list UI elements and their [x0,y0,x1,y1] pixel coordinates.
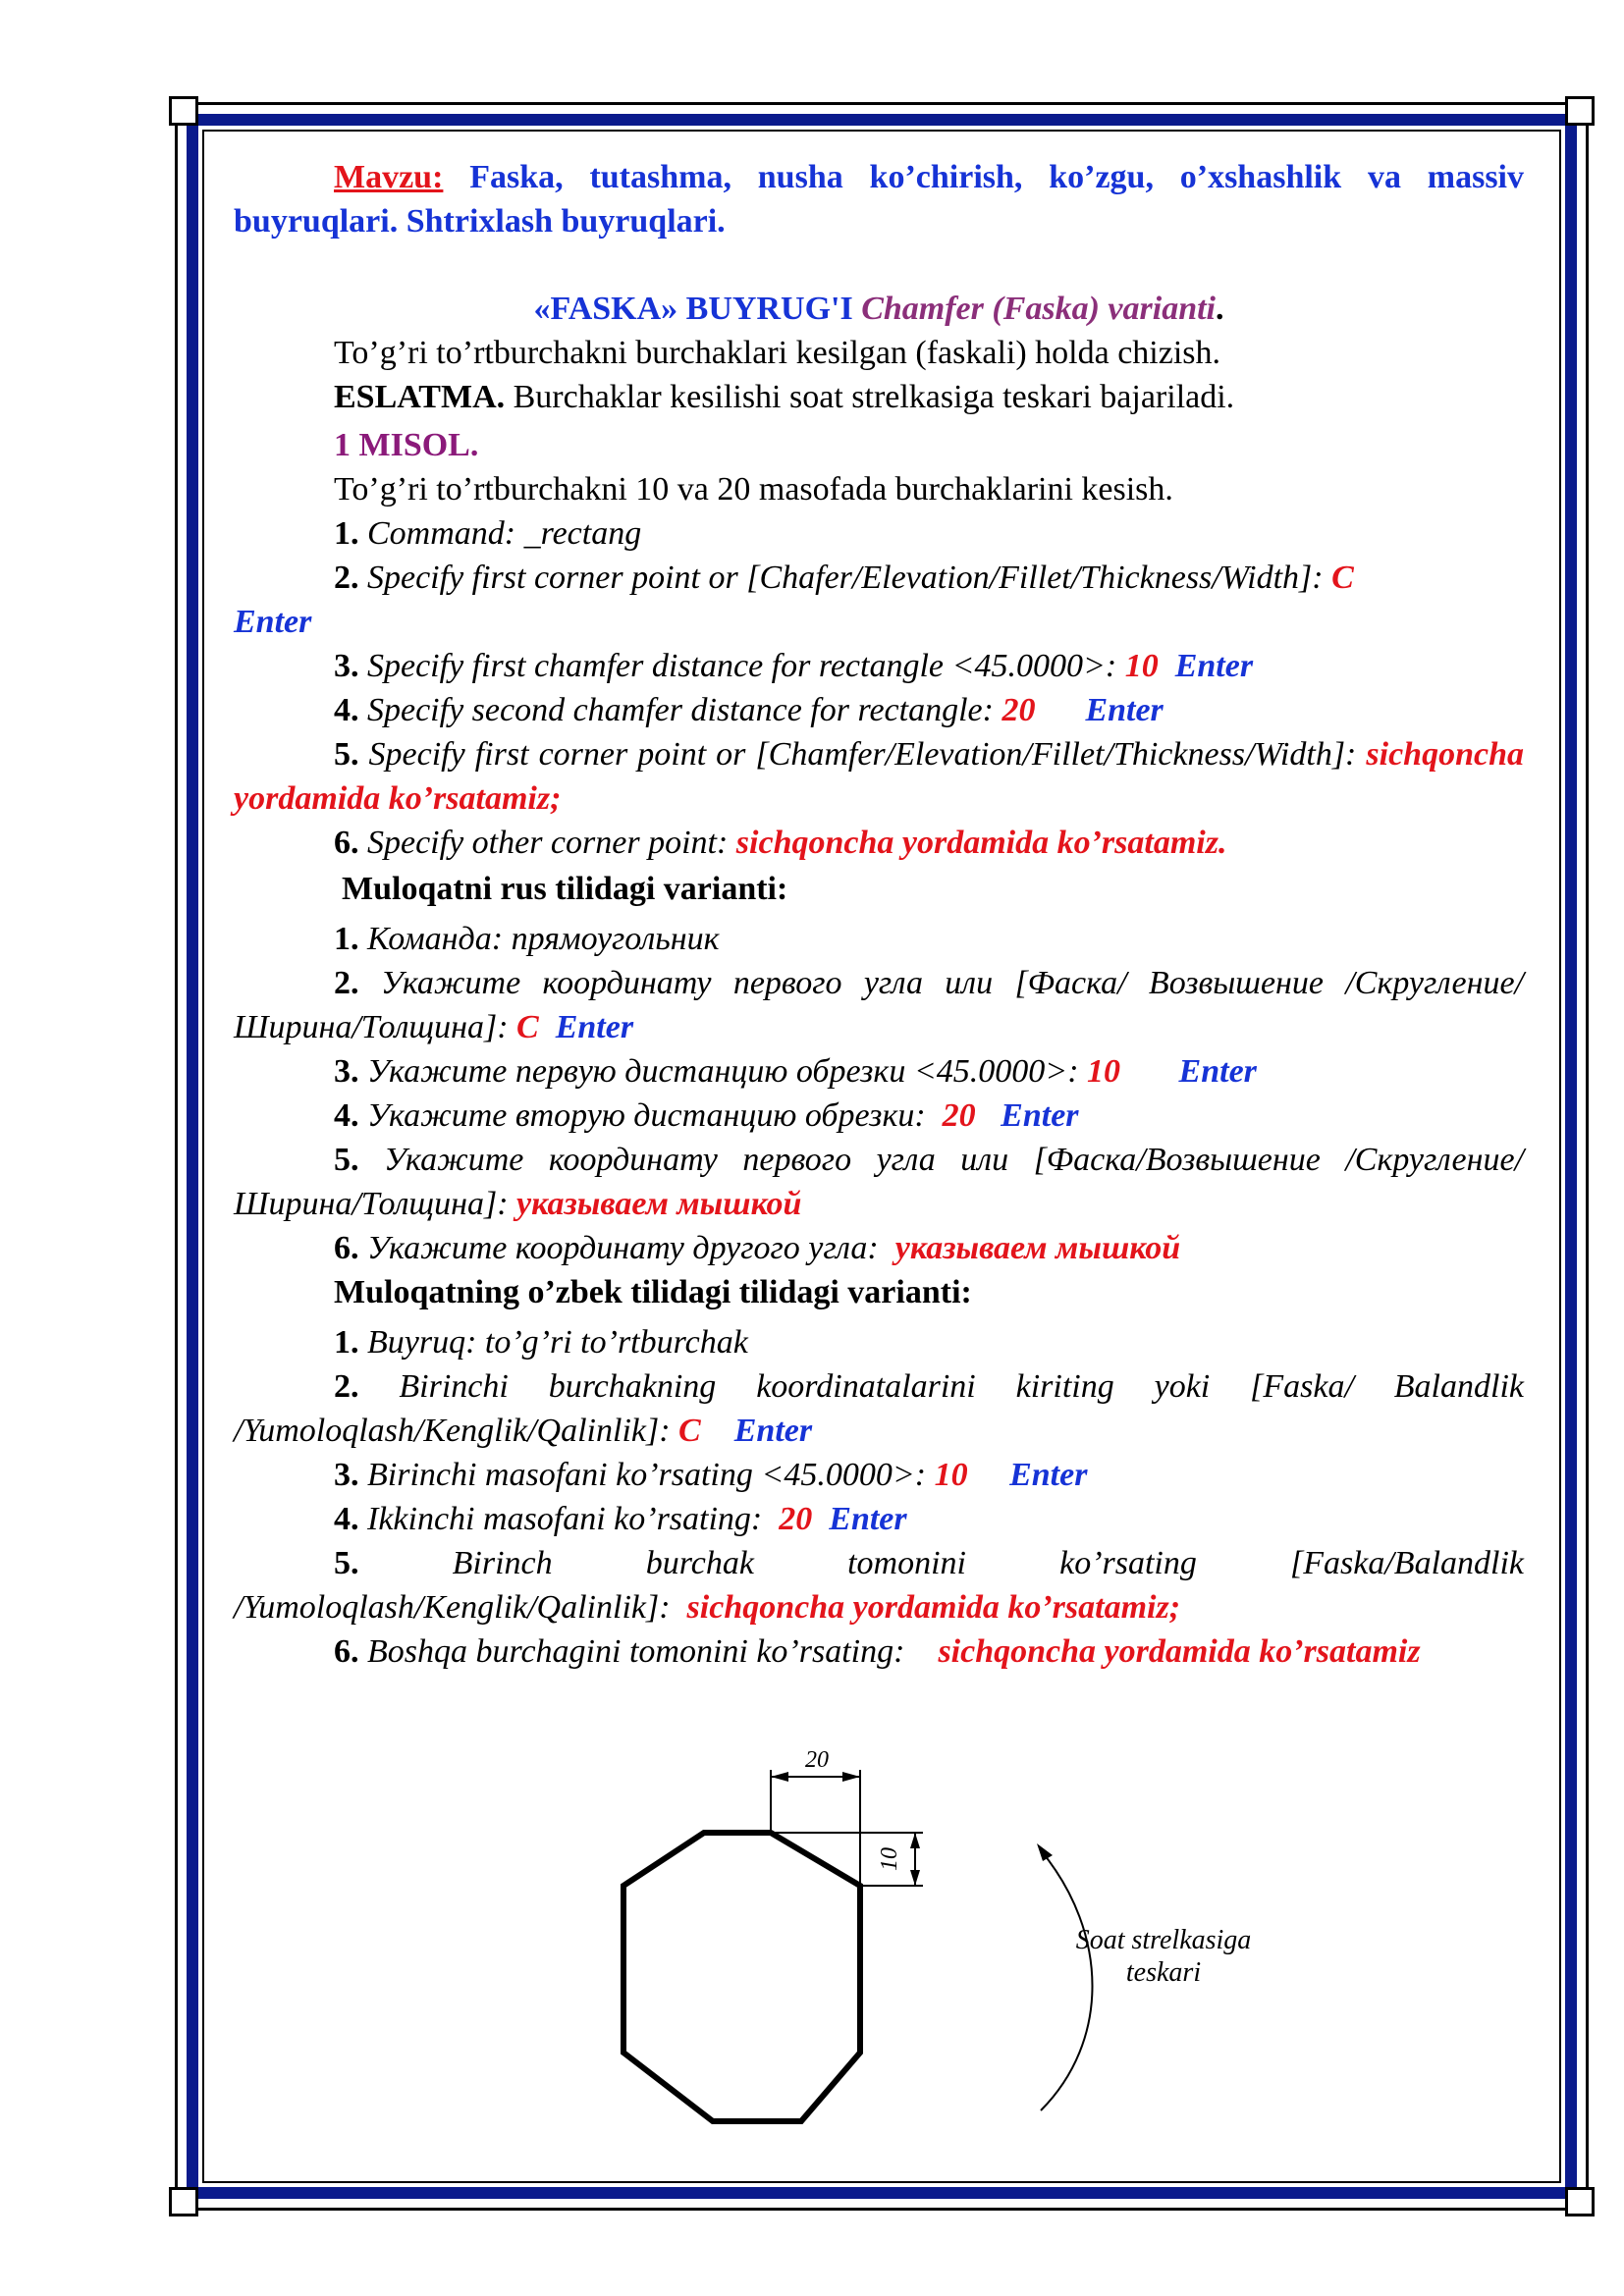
dim-arrow-top [910,1833,920,1848]
dim-label-vertical: 10 [877,1847,902,1871]
caption-line-2: teskari [1125,1957,1202,1988]
russian-heading: Muloqatni rus tilidagi varianti: [342,871,788,907]
example-label: 1 MISOL. [334,427,479,463]
frame-corner-bottom-right [1565,2187,1595,2216]
note-text: Burchaklar kesilishi soat strelkasiga teskari bajariladi. [505,379,1235,415]
english-step-1: 1. Command: _rectang [334,515,642,552]
section-heading [234,287,1524,331]
intro-line: To’g’ri to’rtburchakni burchaklari kesilgan (faskali) holda chizish. [334,335,1221,371]
example-description: To’g’ri to’rtburchakni 10 va 20 masofada burchaklarini kesish. [334,471,1173,507]
octagon-shape [623,1833,860,2121]
english-step-5: 5. Specify first corner point or [Chamfer/Elevation/Fillet/Thickness/Width]: sichqoncha yordamida ko’rsatamiz; [234,736,1524,817]
section-subtitle: Chamfer (Faska) varianti [861,291,1217,327]
dim-arrow-left [771,1772,788,1782]
topic-label: Mavzu: [334,159,444,195]
uzbek-step-4: 4. Ikkinchi masofani ko’rsating: 20 Enter [334,1501,907,1537]
russian-step-4: 4. Укажите вторую дистанцию обрезки: 20 Enter [334,1097,1079,1134]
frame-corner-top-right [1565,96,1595,126]
uzbek-step-3: 3. Birinchi masofani ko’rsating <45.0000>: 10 Enter [334,1457,1088,1493]
uzbek-step-1: 1. Buyruq: to’g’ri to’rtburchak [334,1324,748,1361]
section-heading-text: «FASKA» BUYRUG'I [533,291,853,327]
russian-step-1: 1. Команда: прямоугольник [334,921,720,957]
russian-step-5: 5. Укажите координату первого угла или [Фаска/Возвышение /Скругление/Ширина/Толщина]: указываем мышкой [234,1142,1524,1222]
note-line [234,375,1524,419]
direction-arc [1041,1850,1093,2110]
uzbek-step-5: 5. Birinch burchak tomonini ko’rsating [Faska/Balandlik /Yumoloqlash/Kenglik/Qalinlik]: sichqoncha yordamida ko’rsatamiz; [234,1545,1524,1626]
english-step-6: 6. Specify other corner point: sichqoncha yordamida ko’rsatamiz. [334,825,1227,861]
uzbek-step-6: 6. Boshqa burchagini tomonini ko’rsating: sichqoncha yordamida ko’rsatamiz [334,1633,1421,1670]
english-step-2: 2. Specify first corner point or [Chafer/Elevation/Fillet/Thickness/Width]: C Enter [234,560,1354,640]
frame-corner-top-left [169,96,198,126]
uzbek-step-2: 2. Birinchi burchakning koordinatalarini kiriting yoki [Faska/ Balandlik /Yumoloqlash/Kenglik/Qalinlik]: C Enter [234,1368,1524,1449]
english-step-4: 4. Specify second chamfer distance for rectangle: 20 Enter [334,692,1164,728]
caption-line-1: Soat strelkasiga [1075,1925,1252,1955]
chamfer-figure [609,1737,1296,2130]
russian-step-3: 3. Укажите первую дистанцию обрезки <45.0000>: 10 Enter [334,1053,1257,1090]
frame-corner-bottom-left [169,2187,198,2216]
topic-title [234,155,1524,243]
document-body [234,155,1524,1674]
russian-step-6: 6. Укажите координату другого угла: указываем мышкой [334,1230,1181,1266]
dim-arrow-right [842,1772,860,1782]
uzbek-heading: Muloqatning o’zbek tilidagi tilidagi varianti: [334,1274,972,1310]
note-label: ESLATMA. [334,379,506,415]
russian-step-2: 2. Укажите координату первого угла или [Фаска/ Возвышение /Скругление/Ширина/Толщина]: C Enter [234,965,1524,1045]
english-step-3: 3. Specify first chamfer distance for rectangle <45.0000>: 10 Enter [334,648,1254,684]
dim-label-horizontal: 20 [805,1747,829,1773]
direction-arrowhead [1037,1843,1053,1861]
section-dot: . [1216,291,1224,327]
dim-arrow-bottom [910,1870,920,1886]
topic-text: Faska, tutashma, nusha ko’chirish, ko’zgu, o’xshashlik va massiv buyruqlari. Shtrixlash buyruqlari. [234,159,1525,240]
